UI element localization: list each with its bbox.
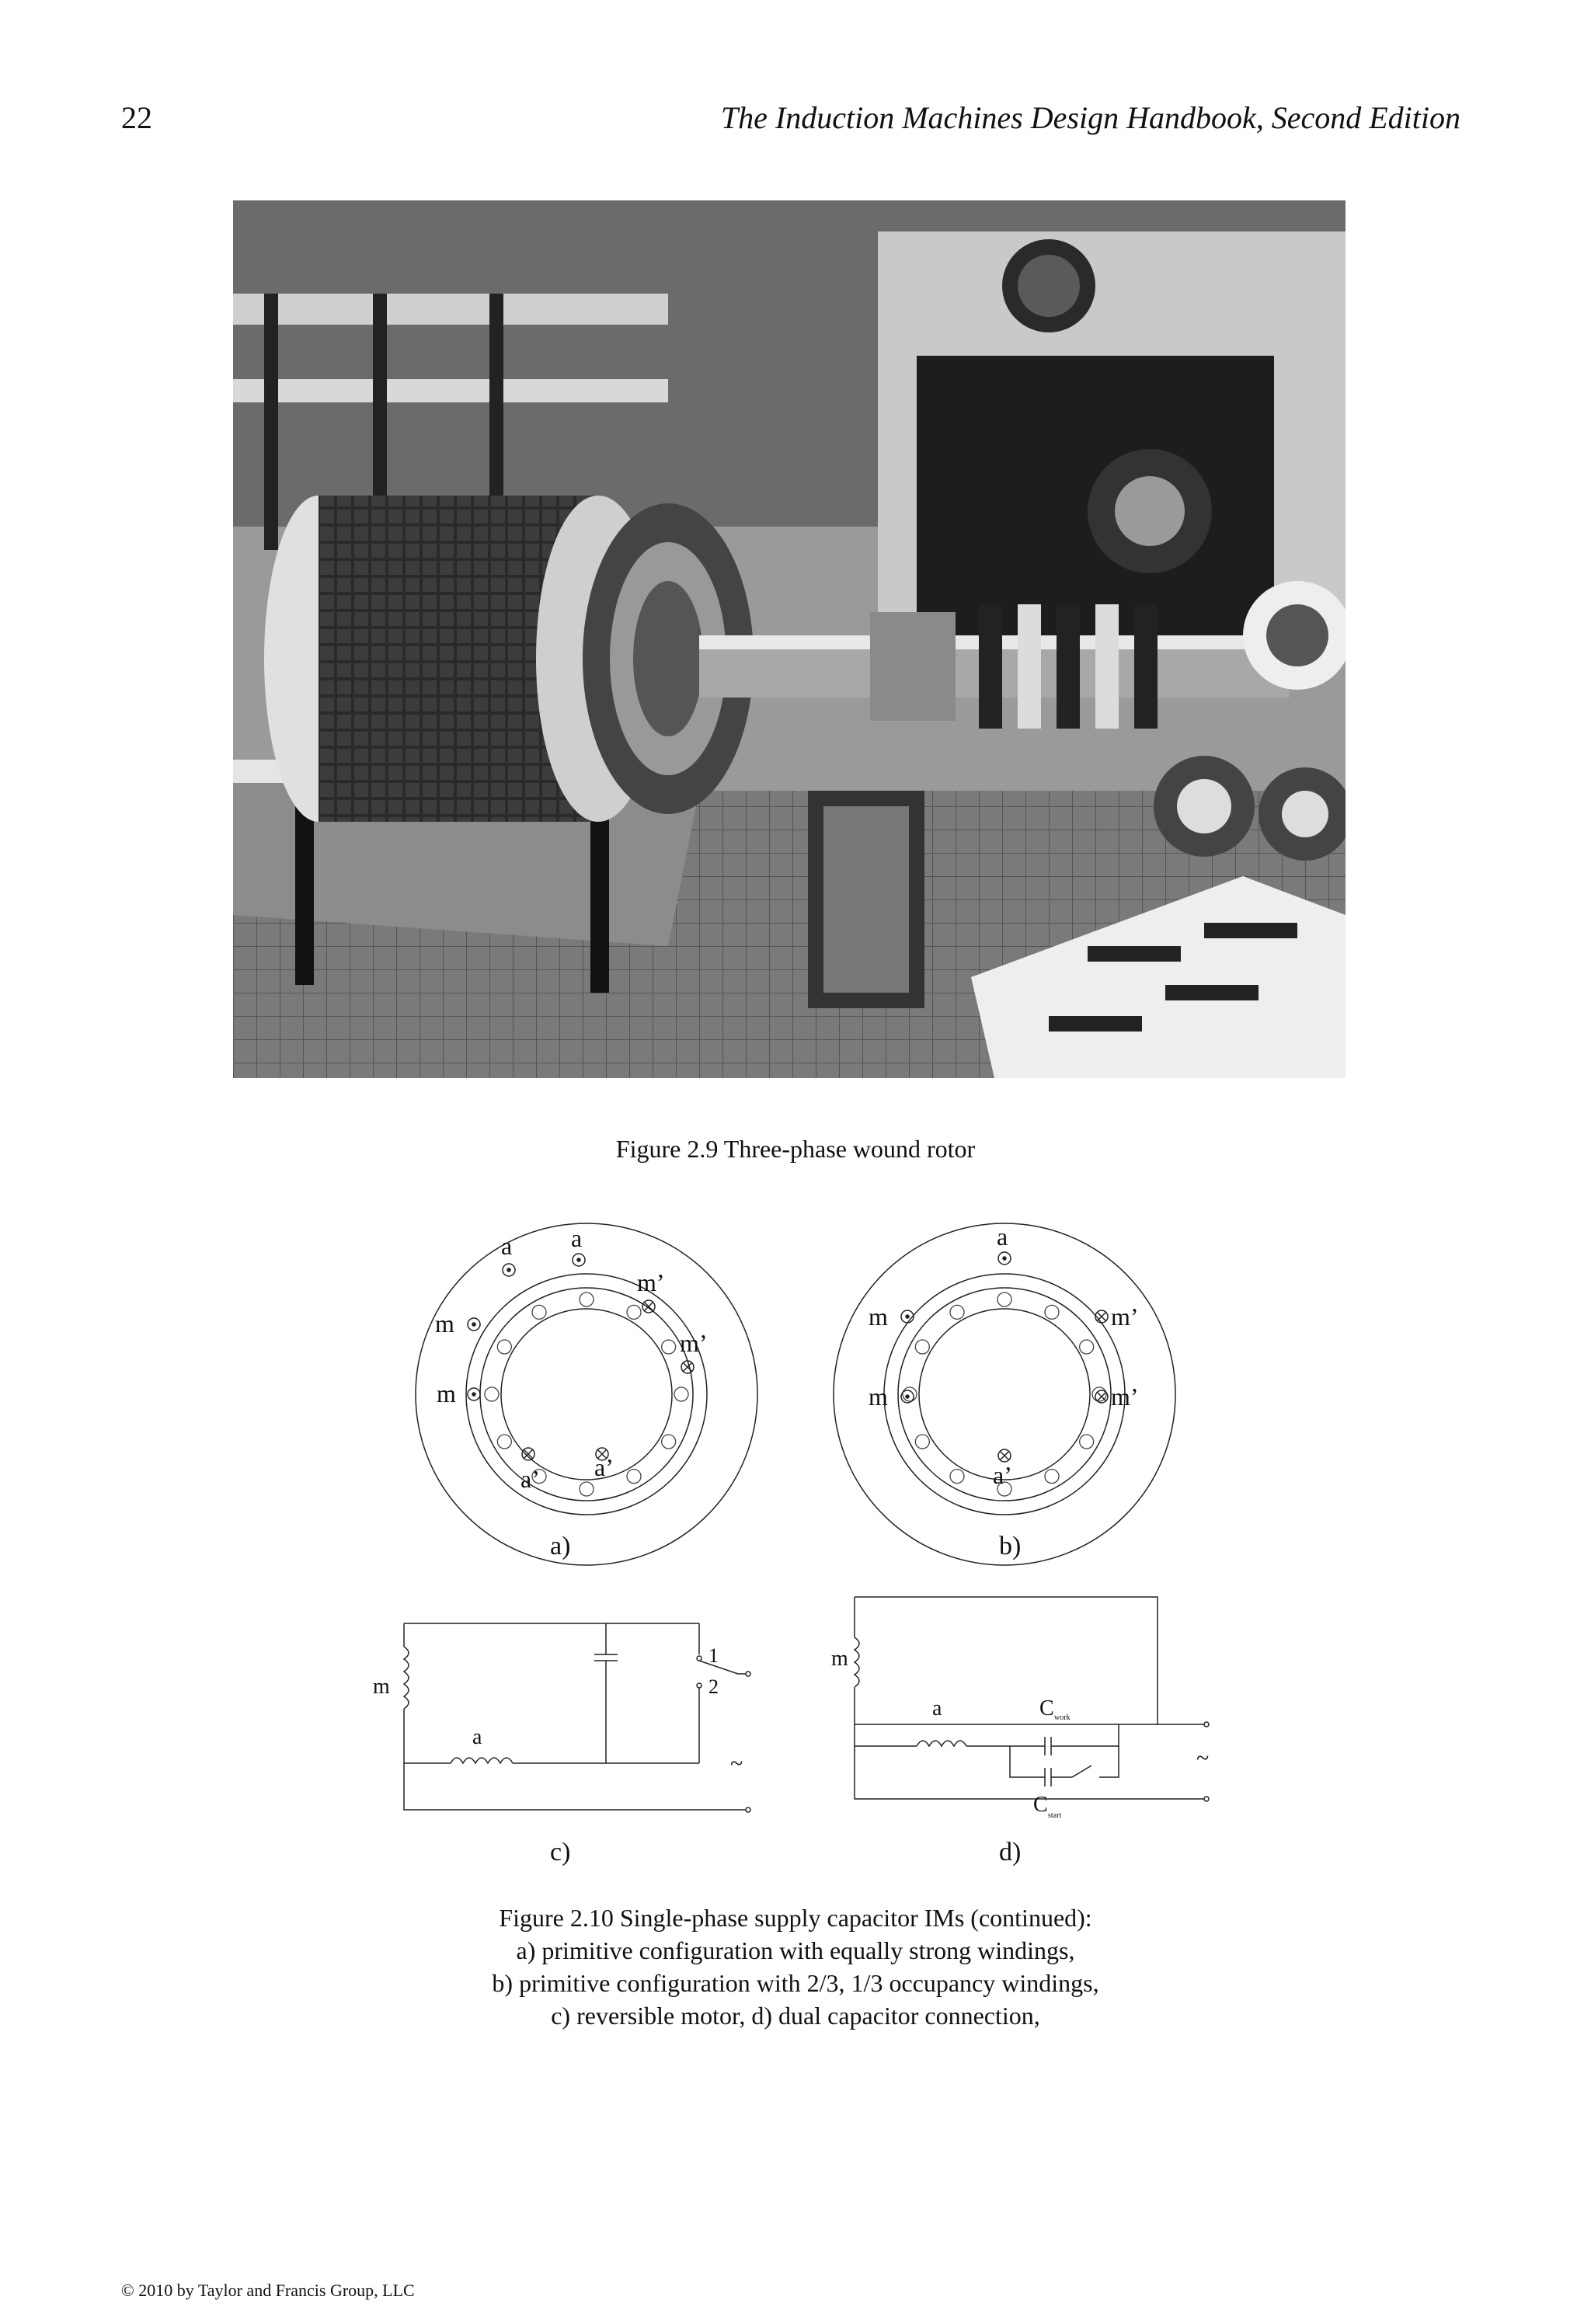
rotor-slot bbox=[497, 1340, 511, 1354]
panel-label-a: a) bbox=[550, 1532, 571, 1560]
rotor-slot bbox=[662, 1340, 676, 1354]
rotor-slot bbox=[903, 1387, 917, 1401]
wound-rotor-photo bbox=[233, 200, 1346, 1078]
panel-label-b: b) bbox=[999, 1532, 1022, 1560]
winding-label: a bbox=[571, 1224, 583, 1252]
rotor-slot bbox=[627, 1470, 641, 1484]
rotor-slot bbox=[580, 1292, 594, 1306]
winding-label: m bbox=[437, 1379, 456, 1407]
winding-label: m bbox=[869, 1383, 888, 1411]
winding-label: a’ bbox=[594, 1453, 614, 1481]
supply-symbol: ~ bbox=[730, 1751, 743, 1776]
coil-label-m: m bbox=[831, 1647, 848, 1671]
figure-2-10-caption bbox=[0, 1901, 1591, 2032]
rotor-slot bbox=[580, 1482, 594, 1496]
rotor-slot bbox=[950, 1305, 964, 1319]
rotor-slot bbox=[662, 1435, 676, 1449]
supply-symbol: ~ bbox=[1196, 1745, 1210, 1771]
winding-label: m’ bbox=[1111, 1303, 1139, 1331]
winding-label: a bbox=[997, 1223, 1008, 1251]
rotor-slot bbox=[915, 1435, 929, 1449]
rotor-slot bbox=[997, 1292, 1011, 1306]
capacitor-work-label: C bbox=[1039, 1696, 1054, 1720]
diagram-a bbox=[412, 1219, 761, 1569]
page-number: 22 bbox=[121, 100, 152, 135]
winding-label: m bbox=[435, 1310, 454, 1338]
winding-label: m bbox=[869, 1303, 888, 1331]
caption-line: c) reversible motor, d) dual capacitor connection, bbox=[551, 2002, 1040, 2030]
capacitor-work-subscript: work bbox=[1054, 1713, 1071, 1722]
rotor-slot bbox=[485, 1387, 499, 1401]
rotor-slot bbox=[1045, 1305, 1059, 1319]
rotor-slot bbox=[674, 1387, 688, 1401]
winding-label: a’ bbox=[993, 1461, 1012, 1489]
caption-line: Figure 2.10 Single-phase supply capacitor IMs (continued): bbox=[499, 1904, 1092, 1932]
caption-line: b) primitive configuration with 2/3, 1/3 occupancy windings, bbox=[492, 1969, 1099, 1997]
winding-label: a bbox=[501, 1232, 513, 1260]
winding-label: m’ bbox=[1111, 1383, 1139, 1411]
rotor-slot bbox=[497, 1435, 511, 1449]
diagram-b bbox=[830, 1219, 1179, 1569]
winding-label: m’ bbox=[680, 1329, 708, 1357]
figure-2-9-caption: Figure 2.9 Three-phase wound rotor bbox=[615, 1135, 976, 1163]
running-title: The Induction Machines Design Handbook, Second Edition bbox=[720, 100, 1460, 135]
terminal-2-label: 2 bbox=[708, 1675, 719, 1698]
coil-label-m: m bbox=[373, 1675, 390, 1699]
circuit-c bbox=[373, 1616, 761, 1818]
rotor-slot bbox=[532, 1305, 546, 1319]
rotor-slot bbox=[1045, 1470, 1059, 1484]
rotor-slot bbox=[627, 1305, 641, 1319]
coil-label-a: a bbox=[932, 1696, 942, 1720]
panel-label-d: d) bbox=[999, 1838, 1022, 1867]
circuit-d bbox=[831, 1591, 1220, 1824]
rotor-slot bbox=[915, 1340, 929, 1354]
rotor-slot bbox=[1080, 1435, 1094, 1449]
rotor-slot bbox=[1080, 1340, 1094, 1354]
terminal-1-label: 1 bbox=[708, 1644, 719, 1667]
capacitor-start-label: C bbox=[1033, 1793, 1048, 1817]
coil-label-a: a bbox=[472, 1725, 482, 1749]
capacitor-start-subscript: start bbox=[1048, 1811, 1062, 1820]
copyright-footer: © 2010 by Taylor and Francis Group, LLC bbox=[121, 2281, 415, 2300]
winding-label: m’ bbox=[637, 1268, 665, 1296]
winding-label: a’ bbox=[520, 1465, 540, 1493]
rotor-slot bbox=[950, 1470, 964, 1484]
panel-label-c: c) bbox=[550, 1838, 571, 1867]
caption-line: a) primitive configuration with equally strong windings, bbox=[516, 1936, 1075, 1964]
